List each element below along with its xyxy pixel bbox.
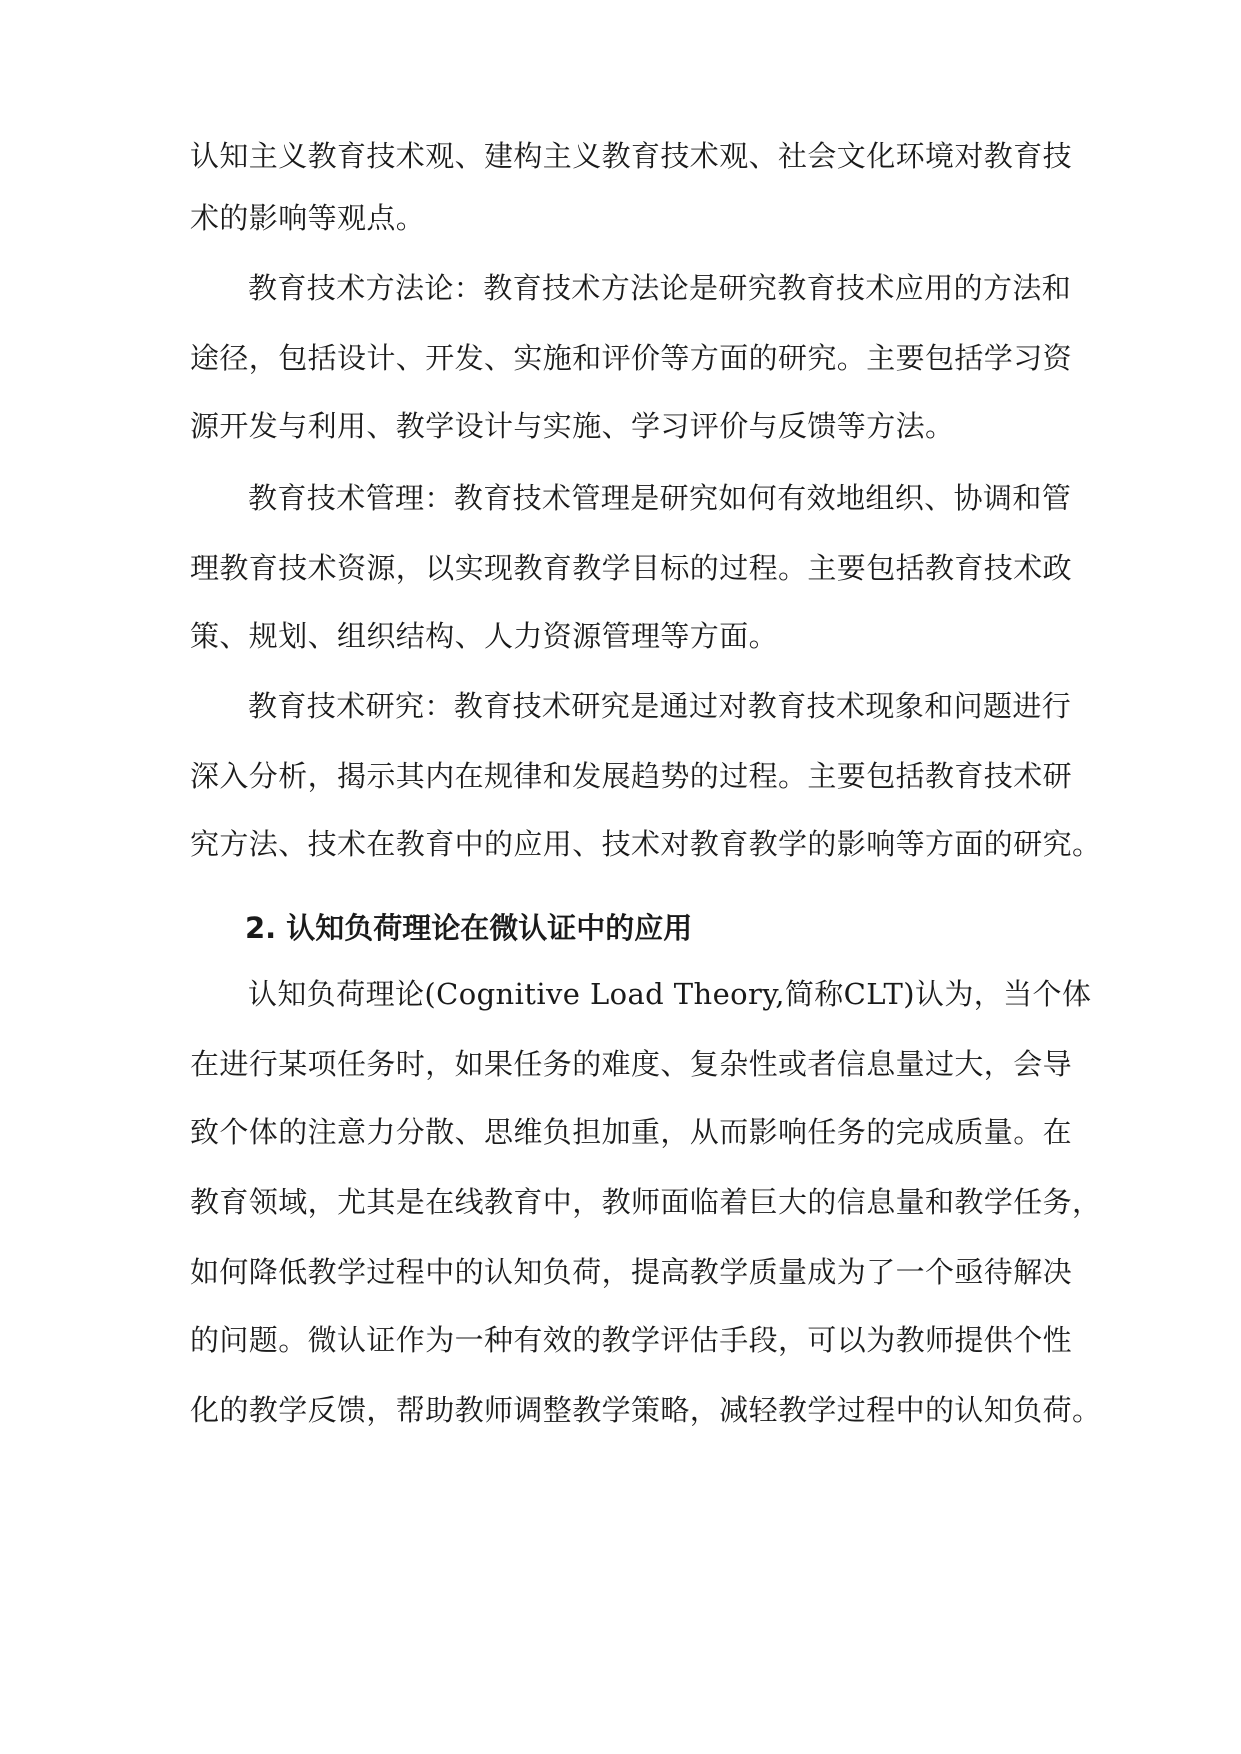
paragraph-4-line-1: 教育技术研究：教育技术研究是通过对教育技术现象和问题进行	[248, 689, 1072, 723]
paragraph-2-line-2: 途径，包括设计、开发、实施和评价等方面的研究。主要包括学习资	[190, 341, 1073, 375]
paragraph-5-line-6: 的问题。微认证作为一种有效的教学评估手段，可以为教师提供个性	[190, 1323, 1073, 1357]
paragraph-3-line-2: 理教育技术资源，以实现教育教学目标的过程。主要包括教育技术政	[190, 551, 1073, 585]
paragraph-5-line-7: 化的教学反馈，帮助教师调整教学策略，减轻教学过程中的认知负荷。	[190, 1393, 1102, 1427]
paragraph-2-line-3: 源开发与利用、教学设计与实施、学习评价与反馈等方法。	[190, 409, 955, 443]
paragraph-3-line-3: 策、规划、组织结构、人力资源管理等方面。	[190, 619, 779, 653]
paragraph-2-line-1: 教育技术方法论：教育技术方法论是研究教育技术应用的方法和	[248, 271, 1072, 305]
paragraph-5-line-3: 致个体的注意力分散、思维负担加重，从而影响任务的完成质量。在	[190, 1115, 1073, 1149]
paragraph-1-line-1: 认知主义教育技术观、建构主义教育技术观、社会文化环境对教育技	[190, 139, 1073, 173]
paragraph-5-line-1: 认知负荷理论(Cognitive Load Theory,简称CLT)认为，当个体	[248, 977, 1092, 1011]
paragraph-5-line-5: 如何降低教学过程中的认知负荷，提高教学质量成为了一个亟待解决	[190, 1255, 1073, 1289]
paragraph-3-line-1: 教育技术管理：教育技术管理是研究如何有效地组织、协调和管	[248, 481, 1072, 515]
paragraph-1-line-2: 术的影响等观点。	[190, 201, 426, 235]
paragraph-4-line-3: 究方法、技术在教育中的应用、技术对教育教学的影响等方面的研究。	[190, 827, 1102, 861]
paragraph-5-line-2: 在进行某项任务时，如果任务的难度、复杂性或者信息量过大，会导	[190, 1047, 1073, 1081]
section-heading: 2. 认知负荷理论在微认证中的应用	[245, 911, 693, 945]
paragraph-5-line-4: 教育领域，尤其是在线教育中，教师面临着巨大的信息量和教学任务，	[190, 1185, 1102, 1219]
paragraph-4-line-2: 深入分析，揭示其内在规律和发展趋势的过程。主要包括教育技术研	[190, 759, 1073, 793]
